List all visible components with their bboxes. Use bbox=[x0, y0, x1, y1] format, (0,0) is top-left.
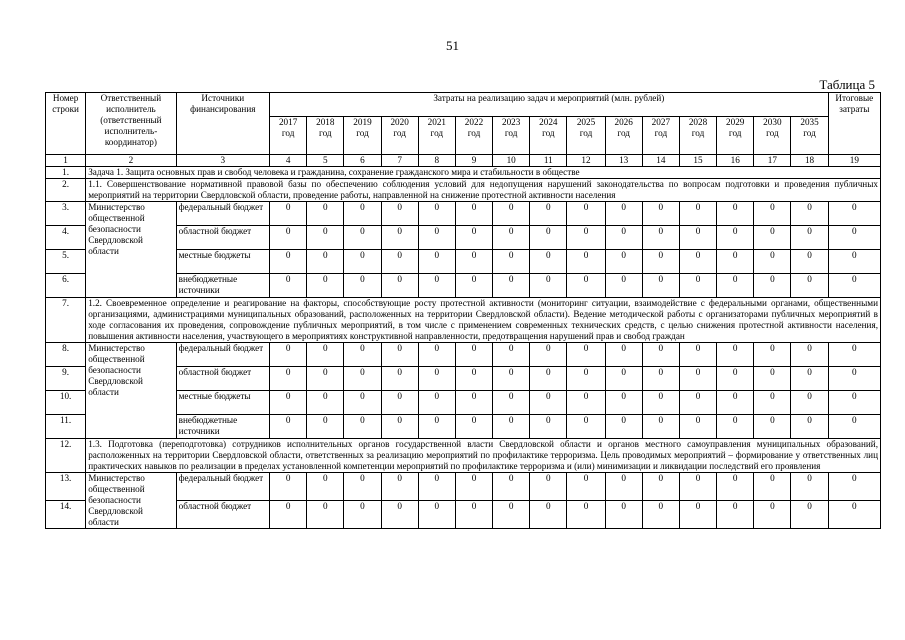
cost-value: 0 bbox=[791, 391, 828, 415]
cost-value: 0 bbox=[567, 367, 605, 391]
cost-value: 0 bbox=[679, 226, 716, 250]
cost-value: 0 bbox=[493, 391, 530, 415]
table-row bbox=[46, 202, 881, 226]
cost-value: 0 bbox=[270, 274, 307, 298]
cost-value: 0 bbox=[791, 473, 828, 501]
header-year: 2035 год bbox=[791, 117, 828, 155]
cost-value: 0 bbox=[307, 391, 344, 415]
header-year: 2017 год bbox=[270, 117, 307, 155]
cost-value: 0 bbox=[455, 367, 492, 391]
cost-value: 0 bbox=[791, 415, 828, 439]
cost-value: 0 bbox=[605, 343, 642, 367]
row-number: 4. bbox=[46, 226, 86, 250]
cost-value: 0 bbox=[381, 343, 418, 367]
cost-value: 0 bbox=[679, 274, 716, 298]
header-year: 2027 год bbox=[642, 117, 679, 155]
cost-value: 0 bbox=[642, 226, 679, 250]
cost-value: 0 bbox=[307, 415, 344, 439]
cost-value: 0 bbox=[493, 274, 530, 298]
row-number: 13. bbox=[46, 473, 86, 501]
header-year: 2022 год bbox=[455, 117, 492, 155]
cost-value: 0 bbox=[381, 391, 418, 415]
task-description: Задача 1. Защита основных прав и свобод человека и гражданина, сохранение гражданского мира и стабильности в обществе bbox=[86, 167, 881, 179]
cost-value: 0 bbox=[642, 391, 679, 415]
cost-value: 0 bbox=[418, 343, 455, 367]
cost-value: 0 bbox=[567, 250, 605, 274]
cost-value: 0 bbox=[754, 202, 791, 226]
cost-value: 0 bbox=[605, 274, 642, 298]
cost-value: 0 bbox=[791, 226, 828, 250]
header-year: 2023 год bbox=[493, 117, 530, 155]
cost-value: 0 bbox=[642, 501, 679, 529]
header-total: Итоговые затраты bbox=[828, 93, 880, 155]
table-row bbox=[46, 167, 881, 179]
cost-value: 0 bbox=[493, 473, 530, 501]
cost-value: 0 bbox=[791, 250, 828, 274]
column-number: 7 bbox=[381, 155, 418, 167]
funding-source: внебюджетные источники bbox=[176, 274, 269, 298]
cost-value: 0 bbox=[717, 391, 754, 415]
cost-value: 0 bbox=[642, 274, 679, 298]
cost-value: 0 bbox=[605, 202, 642, 226]
cost-value: 0 bbox=[307, 473, 344, 501]
cost-value: 0 bbox=[605, 367, 642, 391]
funding-source: федеральный бюджет bbox=[176, 473, 269, 501]
cost-value: 0 bbox=[717, 473, 754, 501]
cost-value: 0 bbox=[642, 250, 679, 274]
funding-source: федеральный бюджет bbox=[176, 343, 269, 367]
cost-value: 0 bbox=[791, 501, 828, 529]
cost-value: 0 bbox=[418, 473, 455, 501]
cost-value: 0 bbox=[530, 250, 567, 274]
header-year: 2025 год bbox=[567, 117, 605, 155]
cost-value: 0 bbox=[455, 473, 492, 501]
cost-value: 0 bbox=[828, 274, 880, 298]
header-year: 2028 год bbox=[679, 117, 716, 155]
cost-value: 0 bbox=[754, 226, 791, 250]
cost-value: 0 bbox=[679, 202, 716, 226]
cost-value: 0 bbox=[828, 367, 880, 391]
header-year: 2030 год bbox=[754, 117, 791, 155]
cost-value: 0 bbox=[679, 473, 716, 501]
column-number: 14 bbox=[642, 155, 679, 167]
responsible-executor: Министерство общественной безопасности Свердловской области bbox=[86, 473, 176, 529]
cost-value: 0 bbox=[679, 501, 716, 529]
cost-value: 0 bbox=[754, 274, 791, 298]
cost-value: 0 bbox=[344, 415, 381, 439]
cost-value: 0 bbox=[344, 501, 381, 529]
cost-value: 0 bbox=[567, 226, 605, 250]
table-row bbox=[46, 179, 881, 202]
cost-value: 0 bbox=[418, 501, 455, 529]
column-number: 2 bbox=[86, 155, 176, 167]
cost-value: 0 bbox=[270, 343, 307, 367]
header-year: 2029 год bbox=[717, 117, 754, 155]
cost-value: 0 bbox=[717, 250, 754, 274]
cost-value: 0 bbox=[717, 501, 754, 529]
cost-value: 0 bbox=[530, 274, 567, 298]
cost-value: 0 bbox=[530, 343, 567, 367]
cost-value: 0 bbox=[567, 415, 605, 439]
column-number: 8 bbox=[418, 155, 455, 167]
table-caption: Таблица 5 bbox=[819, 77, 875, 92]
cost-value: 0 bbox=[754, 343, 791, 367]
cost-value: 0 bbox=[791, 202, 828, 226]
table-row bbox=[46, 473, 881, 501]
column-number: 15 bbox=[679, 155, 716, 167]
cost-value: 0 bbox=[530, 391, 567, 415]
header-row-no: Номер строки bbox=[46, 93, 86, 155]
funding-source: местные бюджеты bbox=[176, 250, 269, 274]
cost-value: 0 bbox=[381, 501, 418, 529]
cost-value: 0 bbox=[344, 391, 381, 415]
cost-value: 0 bbox=[828, 250, 880, 274]
cost-value: 0 bbox=[754, 473, 791, 501]
cost-value: 0 bbox=[567, 391, 605, 415]
funding-source: областной бюджет bbox=[176, 367, 269, 391]
column-number: 19 bbox=[828, 155, 880, 167]
cost-value: 0 bbox=[754, 501, 791, 529]
row-number: 1. bbox=[46, 167, 86, 179]
table-row bbox=[46, 298, 881, 343]
cost-value: 0 bbox=[679, 415, 716, 439]
table-row bbox=[46, 439, 881, 473]
row-number: 14. bbox=[46, 501, 86, 529]
column-number: 3 bbox=[176, 155, 269, 167]
cost-value: 0 bbox=[344, 226, 381, 250]
cost-value: 0 bbox=[270, 473, 307, 501]
cost-value: 0 bbox=[717, 343, 754, 367]
cost-value: 0 bbox=[567, 202, 605, 226]
funding-source: федеральный бюджет bbox=[176, 202, 269, 226]
cost-value: 0 bbox=[828, 202, 880, 226]
cost-value: 0 bbox=[381, 226, 418, 250]
column-number: 6 bbox=[344, 155, 381, 167]
cost-value: 0 bbox=[530, 367, 567, 391]
task-description: 1.2. Своевременное определение и реагирование на факторы, способствующие росту протестной активности (мониторинг ситуации, взаимодействие с федеральными органами, общественными организациями, администрациями муниципальных образований, расположенных на территории Свердловской области). Ведение методической работы с организаторами публичных мероприятий в ходе согласования их проведения, сопровождение публичных мероприятий, в том числе с применением современных технических средств, с целью снижения протестной активности населения, повышения активности населения, участвующего в мероприятиях конструктивной направленности, предотвращения нарушений прав и свобод граждан bbox=[86, 298, 881, 343]
cost-value: 0 bbox=[493, 226, 530, 250]
cost-value: 0 bbox=[381, 415, 418, 439]
cost-value: 0 bbox=[493, 250, 530, 274]
cost-value: 0 bbox=[418, 202, 455, 226]
cost-value: 0 bbox=[307, 250, 344, 274]
funding-source: областной бюджет bbox=[176, 226, 269, 250]
cost-value: 0 bbox=[418, 367, 455, 391]
header-year: 2026 год bbox=[605, 117, 642, 155]
cost-value: 0 bbox=[605, 473, 642, 501]
column-number: 4 bbox=[270, 155, 307, 167]
cost-value: 0 bbox=[493, 415, 530, 439]
cost-value: 0 bbox=[605, 501, 642, 529]
cost-value: 0 bbox=[307, 343, 344, 367]
cost-value: 0 bbox=[605, 226, 642, 250]
cost-value: 0 bbox=[418, 226, 455, 250]
cost-value: 0 bbox=[828, 343, 880, 367]
column-number: 10 bbox=[493, 155, 530, 167]
funding-source: местные бюджеты bbox=[176, 391, 269, 415]
cost-value: 0 bbox=[455, 250, 492, 274]
cost-value: 0 bbox=[270, 501, 307, 529]
cost-value: 0 bbox=[717, 202, 754, 226]
cost-value: 0 bbox=[418, 250, 455, 274]
cost-value: 0 bbox=[791, 274, 828, 298]
cost-value: 0 bbox=[530, 415, 567, 439]
cost-value: 0 bbox=[679, 343, 716, 367]
page-number: 51 bbox=[446, 38, 459, 53]
row-number: 12. bbox=[46, 439, 86, 473]
cost-value: 0 bbox=[307, 274, 344, 298]
cost-value: 0 bbox=[717, 274, 754, 298]
row-number: 6. bbox=[46, 274, 86, 298]
row-number: 2. bbox=[46, 179, 86, 202]
table-row bbox=[46, 343, 881, 367]
cost-value: 0 bbox=[493, 367, 530, 391]
cost-value: 0 bbox=[418, 391, 455, 415]
cost-value: 0 bbox=[270, 415, 307, 439]
cost-value: 0 bbox=[455, 226, 492, 250]
cost-value: 0 bbox=[717, 415, 754, 439]
column-number: 5 bbox=[307, 155, 344, 167]
cost-value: 0 bbox=[791, 343, 828, 367]
header-year: 2021 год bbox=[418, 117, 455, 155]
cost-value: 0 bbox=[605, 391, 642, 415]
header-year: 2019 год bbox=[344, 117, 381, 155]
cost-value: 0 bbox=[530, 473, 567, 501]
cost-value: 0 bbox=[493, 202, 530, 226]
cost-value: 0 bbox=[344, 367, 381, 391]
row-number: 3. bbox=[46, 202, 86, 226]
header-year: 2020 год bbox=[381, 117, 418, 155]
cost-value: 0 bbox=[344, 473, 381, 501]
funding-source: внебюджетные источники bbox=[176, 415, 269, 439]
cost-value: 0 bbox=[381, 202, 418, 226]
task-description: 1.3. Подготовка (переподготовка) сотрудников исполнительных органов государственной власти Свердловской области и органов местного самоуправления муниципальных образований, расположенных на территории Свердловской области, ответственных за реализацию мероприятий по профилактике терроризма. Цель проводимых мероприятий – формирование у ответственных лиц практических навыков по реализации в пределах установленной компетенции мероприятий по профилактике терроризма и (или) минимизации и ликвидации последствий его проявления bbox=[86, 439, 881, 473]
cost-value: 0 bbox=[381, 367, 418, 391]
cost-value: 0 bbox=[418, 415, 455, 439]
row-number: 8. bbox=[46, 343, 86, 367]
row-number: 10. bbox=[46, 391, 86, 415]
cost-value: 0 bbox=[642, 343, 679, 367]
cost-value: 0 bbox=[270, 391, 307, 415]
cost-value: 0 bbox=[307, 367, 344, 391]
cost-value: 0 bbox=[642, 415, 679, 439]
cost-value: 0 bbox=[455, 274, 492, 298]
cost-value: 0 bbox=[828, 473, 880, 501]
cost-value: 0 bbox=[717, 367, 754, 391]
cost-value: 0 bbox=[418, 274, 455, 298]
cost-value: 0 bbox=[307, 226, 344, 250]
cost-value: 0 bbox=[679, 250, 716, 274]
cost-value: 0 bbox=[791, 367, 828, 391]
header-year: 2018 год bbox=[307, 117, 344, 155]
cost-value: 0 bbox=[828, 391, 880, 415]
cost-value: 0 bbox=[567, 274, 605, 298]
header-year: 2024 год bbox=[530, 117, 567, 155]
cost-value: 0 bbox=[567, 501, 605, 529]
cost-value: 0 bbox=[307, 501, 344, 529]
cost-value: 0 bbox=[567, 343, 605, 367]
cost-value: 0 bbox=[679, 367, 716, 391]
cost-value: 0 bbox=[754, 250, 791, 274]
responsible-executor: Министерство общественной безопасности Свердловской области bbox=[86, 202, 176, 298]
cost-value: 0 bbox=[754, 415, 791, 439]
cost-value: 0 bbox=[344, 274, 381, 298]
responsible-executor: Министерство общественной безопасности Свердловской области bbox=[86, 343, 176, 439]
cost-value: 0 bbox=[381, 473, 418, 501]
cost-value: 0 bbox=[530, 226, 567, 250]
column-number: 18 bbox=[791, 155, 828, 167]
cost-value: 0 bbox=[270, 250, 307, 274]
row-number: 5. bbox=[46, 250, 86, 274]
cost-value: 0 bbox=[455, 202, 492, 226]
cost-value: 0 bbox=[828, 415, 880, 439]
row-number: 11. bbox=[46, 415, 86, 439]
cost-value: 0 bbox=[605, 415, 642, 439]
column-number: 12 bbox=[567, 155, 605, 167]
header-costs: Затраты на реализацию задач и мероприятий (млн. рублей) bbox=[270, 93, 829, 117]
cost-value: 0 bbox=[455, 415, 492, 439]
header-executor: Ответственный исполнитель (ответственный исполнитель-координатор) bbox=[86, 93, 176, 155]
cost-value: 0 bbox=[344, 343, 381, 367]
cost-value: 0 bbox=[642, 473, 679, 501]
cost-value: 0 bbox=[455, 343, 492, 367]
cost-value: 0 bbox=[493, 343, 530, 367]
row-number: 7. bbox=[46, 298, 86, 343]
cost-value: 0 bbox=[344, 250, 381, 274]
cost-value: 0 bbox=[679, 391, 716, 415]
column-number: 9 bbox=[455, 155, 492, 167]
cost-value: 0 bbox=[455, 391, 492, 415]
cost-value: 0 bbox=[828, 226, 880, 250]
task-description: 1.1. Совершенствование нормативной правовой базы по обеспечению соблюдения условий для недопущения нарушений законодательства по вопросам подготовки и проведения публичных мероприятий на территории Свердловской области, проведение работы, направленной на снижение протестной активности населения bbox=[86, 179, 881, 202]
column-number: 13 bbox=[605, 155, 642, 167]
cost-value: 0 bbox=[270, 226, 307, 250]
cost-value: 0 bbox=[455, 501, 492, 529]
cost-value: 0 bbox=[754, 367, 791, 391]
funding-source: областной бюджет bbox=[176, 501, 269, 529]
cost-value: 0 bbox=[307, 202, 344, 226]
header-source: Источники финансирования bbox=[176, 93, 269, 155]
cost-value: 0 bbox=[567, 473, 605, 501]
cost-value: 0 bbox=[530, 202, 567, 226]
cost-value: 0 bbox=[828, 501, 880, 529]
column-number: 11 bbox=[530, 155, 567, 167]
cost-value: 0 bbox=[754, 391, 791, 415]
cost-value: 0 bbox=[605, 250, 642, 274]
column-number: 17 bbox=[754, 155, 791, 167]
cost-value: 0 bbox=[270, 367, 307, 391]
cost-value: 0 bbox=[381, 250, 418, 274]
cost-value: 0 bbox=[270, 202, 307, 226]
expenses-table bbox=[45, 92, 881, 529]
cost-value: 0 bbox=[642, 367, 679, 391]
cost-value: 0 bbox=[344, 202, 381, 226]
row-number: 9. bbox=[46, 367, 86, 391]
cost-value: 0 bbox=[717, 226, 754, 250]
cost-value: 0 bbox=[493, 501, 530, 529]
cost-value: 0 bbox=[530, 501, 567, 529]
column-number: 16 bbox=[717, 155, 754, 167]
cost-value: 0 bbox=[381, 274, 418, 298]
column-number: 1 bbox=[46, 155, 86, 167]
cost-value: 0 bbox=[642, 202, 679, 226]
